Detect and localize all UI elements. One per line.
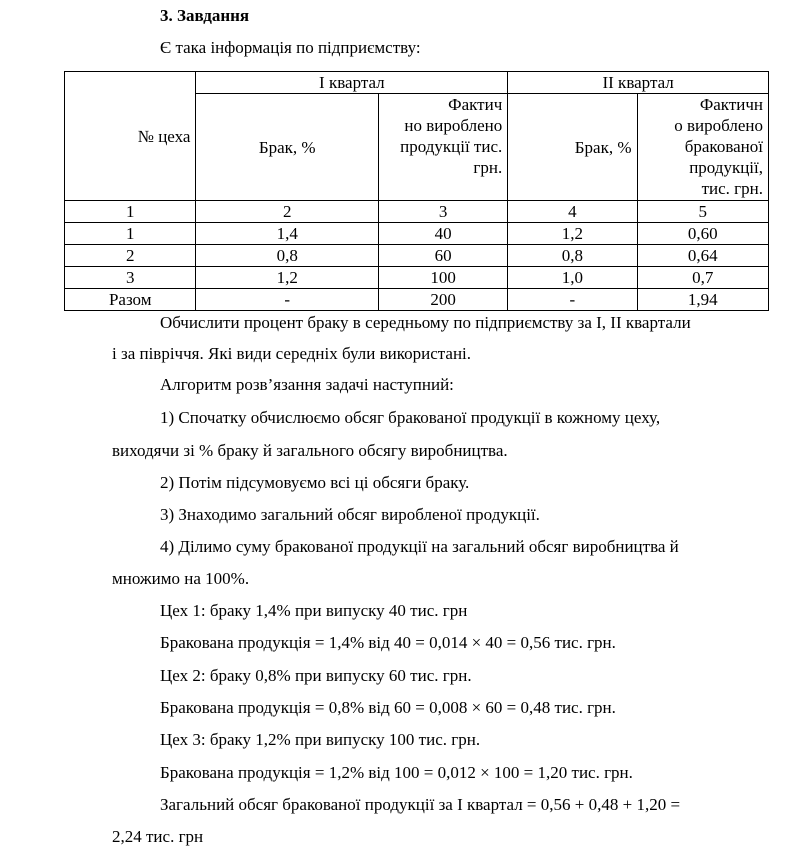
header-q1-defect: Брак, %	[196, 94, 379, 201]
cell-q2-defect: 1,2	[508, 223, 637, 245]
algorithm-intro: Алгоритм розв’язання задачі наступний:	[160, 375, 454, 394]
cell-q1-defect: 1,2	[196, 267, 379, 289]
cell-q2-defect: 0,8	[508, 245, 637, 267]
column-number: 2	[196, 201, 379, 223]
shop-1-text: Цех 1: браку 1,4% при випуску 40 тис. грн	[160, 601, 468, 620]
task-text: і за півріччя. Які види середніх були використані.	[112, 344, 472, 363]
cell-total-q1-defect: -	[196, 289, 379, 311]
header-q2-output-line: Фактичн	[699, 95, 763, 114]
cell-total-q2-output: 1,94	[637, 289, 768, 311]
header-q1-output-line: Фактич	[448, 95, 503, 114]
cell-q1-defect: 0,8	[196, 245, 379, 267]
header-q2-output-line: тис. грн.	[701, 179, 763, 198]
header-q2-defect: Брак, %	[508, 94, 637, 201]
cell-total-q1-output: 200	[378, 289, 507, 311]
shop-2-calc: Бракована продукція = 0,8% від 60 = 0,008 × 60 = 0,48 тис. грн.	[160, 698, 616, 717]
section-heading: 3. Завдання	[160, 6, 250, 25]
cell-shop: 3	[65, 267, 196, 289]
column-number: 4	[508, 201, 637, 223]
header-q1-output-line: но вироблено	[404, 116, 503, 135]
header-q2-output-line: о вироблено	[674, 116, 763, 135]
step-3: 3) Знаходимо загальний обсяг виробленої продукції.	[160, 505, 540, 524]
step-2: 2) Потім підсумовуємо всі ці обсяги браку.	[160, 473, 470, 492]
shop-3-text: Цех 3: браку 1,2% при випуску 100 тис. грн.	[160, 730, 481, 749]
task-text: Обчислити процент браку в середньому по підприємству за І, ІІ квартали	[160, 313, 691, 332]
column-number: 1	[65, 201, 196, 223]
header-q2-output-line: бракованої	[684, 137, 763, 156]
header-q1-output-line: грн.	[473, 158, 503, 177]
header-q1-output	[378, 94, 507, 201]
table-header-row	[65, 72, 769, 94]
header-shop-number: № цеха	[65, 72, 196, 201]
step-4-continued: множимо на 100%.	[112, 569, 250, 588]
step-1-continued: виходячи зі % браку й загального обсягу виробництва.	[112, 441, 508, 460]
header-q1-output-line: продукції тис.	[400, 137, 503, 156]
total-text-continued: 2,24 тис. грн	[112, 827, 204, 846]
header-quarter-1: І квартал	[196, 72, 508, 94]
cell-q2-output: 0,7	[637, 267, 768, 289]
table-row	[65, 267, 769, 289]
column-number: 5	[637, 201, 768, 223]
cell-shop: 2	[65, 245, 196, 267]
total-text: Загальний обсяг бракованої продукції за І квартал = 0,56 + 0,48 + 1,20 =	[160, 795, 681, 814]
header-q2-output	[637, 94, 768, 201]
cell-shop: 1	[65, 223, 196, 245]
cell-q1-output: 100	[378, 267, 507, 289]
cell-total-q2-defect: -	[508, 289, 637, 311]
cell-q2-defect: 1,0	[508, 267, 637, 289]
intro-text: Є така інформація по підприємству:	[160, 38, 421, 57]
table-row	[65, 223, 769, 245]
column-number-row	[65, 201, 769, 223]
shop-3-calc: Бракована продукція = 1,2% від 100 = 0,012 × 100 = 1,20 тис. грн.	[160, 763, 633, 782]
cell-q2-output: 0,64	[637, 245, 768, 267]
step-1: 1) Спочатку обчислюємо обсяг бракованої продукції в кожному цеху,	[160, 408, 661, 427]
table-row	[65, 245, 769, 267]
shop-1-calc: Бракована продукція = 1,4% від 40 = 0,014 × 40 = 0,56 тис. грн.	[160, 633, 616, 652]
cell-q1-output: 40	[378, 223, 507, 245]
cell-q1-defect: 1,4	[196, 223, 379, 245]
header-q2-output-line: продукції,	[689, 158, 763, 177]
shop-2-text: Цех 2: браку 0,8% при випуску 60 тис. грн.	[160, 666, 472, 685]
cell-q1-output: 60	[378, 245, 507, 267]
defect-table	[64, 71, 769, 311]
cell-q2-output: 0,60	[637, 223, 768, 245]
cell-total-label: Разом	[65, 289, 196, 311]
header-quarter-2: ІІ квартал	[508, 72, 769, 94]
column-number: 3	[378, 201, 507, 223]
step-4: 4) Ділимо суму бракованої продукції на загальний обсяг виробництва й	[160, 537, 679, 556]
